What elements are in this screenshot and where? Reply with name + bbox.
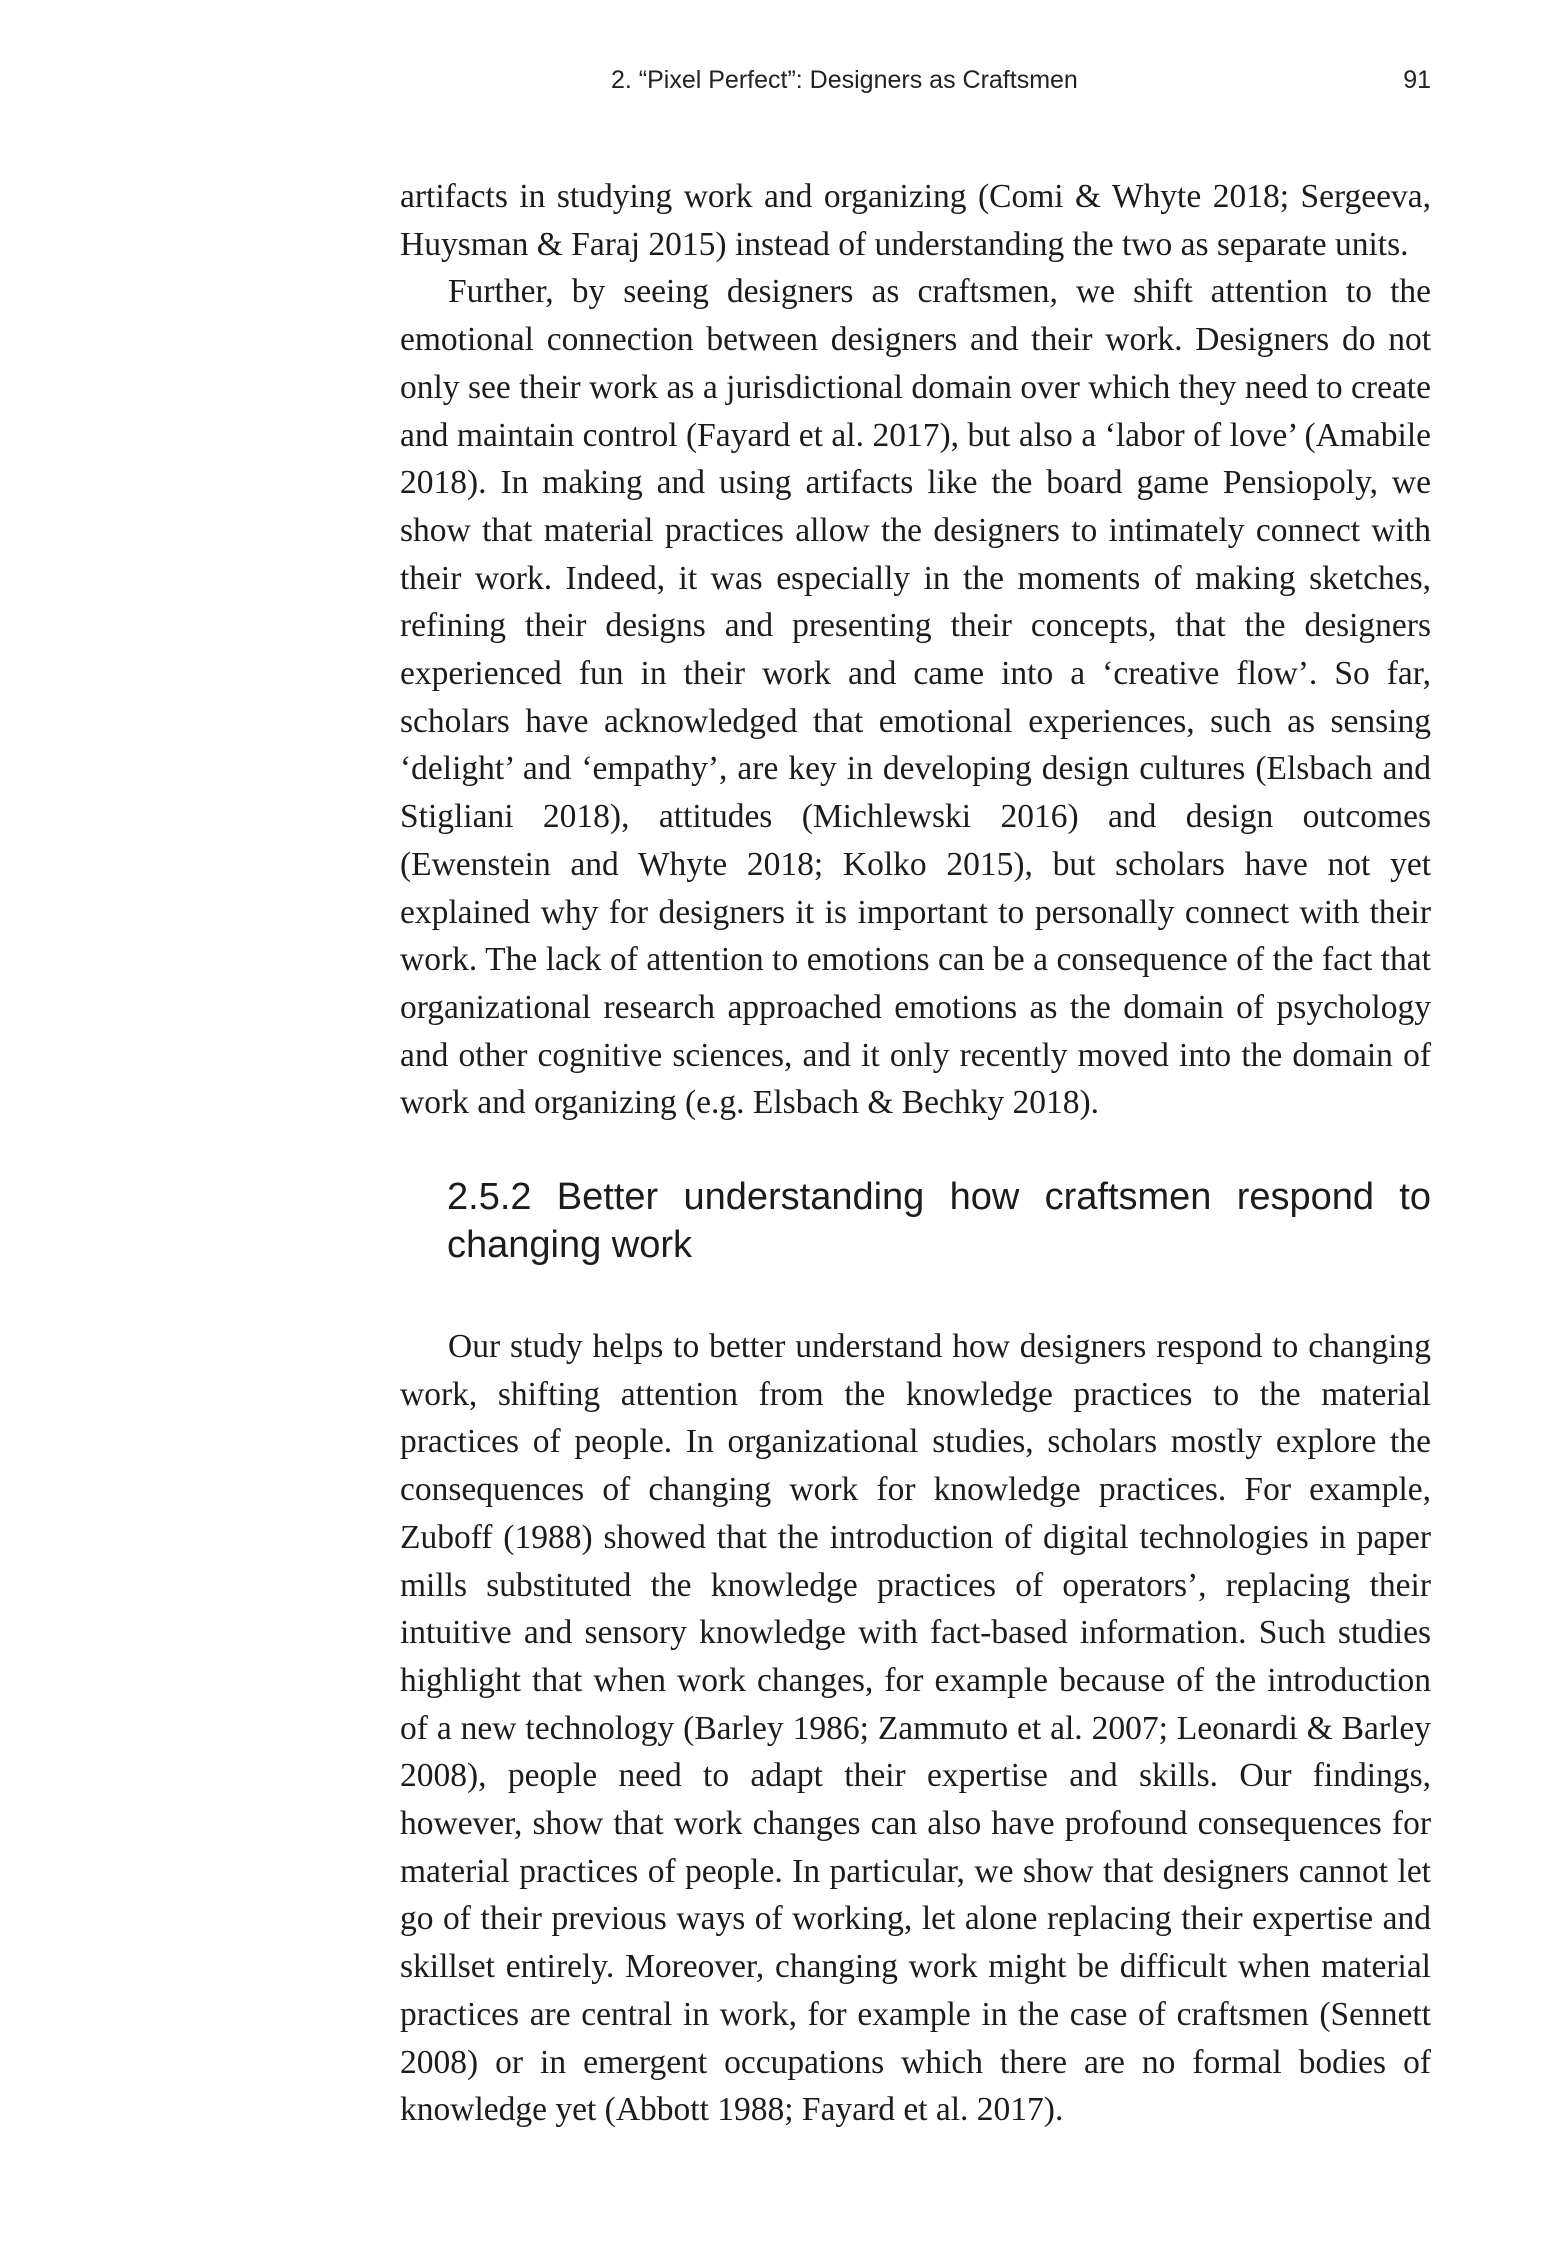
page-number: 91 (1403, 66, 1431, 94)
paragraph-emotional-connection: Further, by seeing designers as craftsmen, we shift attention to the emotional connection between designers and their work. Designers do not only see their work as a jurisdictional domain over which they need to create and maintain control (Fayard et al. 2017), but also a ‘labor of love’ (Amabile 2018). In making and using artifacts like the board game Pensiopoly, we show that material practices allow the designers to intimately connect with their work. Indeed, it was especially in the moments of making sketches, refining their designs and presenting their concepts, that the designers experienced fun in their work and came into a ‘creative flow’. So far, scholars have acknowledged that emotional experiences, such as sensing ‘delight’ and ‘empathy’, are key in developing design cultures (Elsbach and Stigliani 2018), attitudes (Michlewski 2016) and design outcomes (Ewenstein and Whyte 2018; Kolko 2015), but scholars have not yet explained why for designers it is important to personally connect with their work. The lack of attention to emotions can be a consequence of the fact that organizational research approached emotions as the domain of psychology and other cognitive sciences, and it only recently moved into the domain of work and organizing (e.g. Elsbach & Bechky 2018). (400, 273, 1431, 1122)
body-text-top (400, 173, 1431, 1127)
running-title: 2. “Pixel Perfect”: Designers as Craftsmen (611, 66, 1078, 94)
paragraph-changing-work: Our study helps to better understand how designers respond to changing work, shifting attention from the knowledge practices to the material practices of people. In organizational studies, scholars mostly explore the consequences of changing work for knowledge practices. For example, Zuboff (1988) showed that the introduction of digital technologies in paper mills substituted the knowledge practices of operators’, replacing their intuitive and sensory knowledge with fact-based information. Such studies highlight that when work changes, for example because of the introduction of a new technology (Barley 1986; Zammuto et al. 2007; Leonardi & Barley 2008), people need to adapt their expertise and skills. Our findings, however, show that work changes can also have profound consequences for material practices of people. In particular, we show that designers cannot let go of their previous ways of working, let alone replacing their expertise and skillset entirely. Moreover, changing work might be difficult when material practices are central in work, for example in the case of craftsmen (Sennett 2008) or in emergent occupations which there are no formal bodies of knowledge yet (Abbott 1988; Fayard et al. 2017). (400, 1328, 1431, 2129)
paragraph-continuation: artifacts in studying work and organizing (Comi & Whyte 2018; Sergeeva, Huysman & Faraj 2015) instead of understanding the two as separate units. (400, 178, 1431, 263)
body-text-bottom (400, 1323, 1431, 2134)
section-heading: 2.5.2 Better understanding how craftsmen respond to changing work (447, 1176, 1431, 1266)
running-header (400, 66, 1431, 106)
